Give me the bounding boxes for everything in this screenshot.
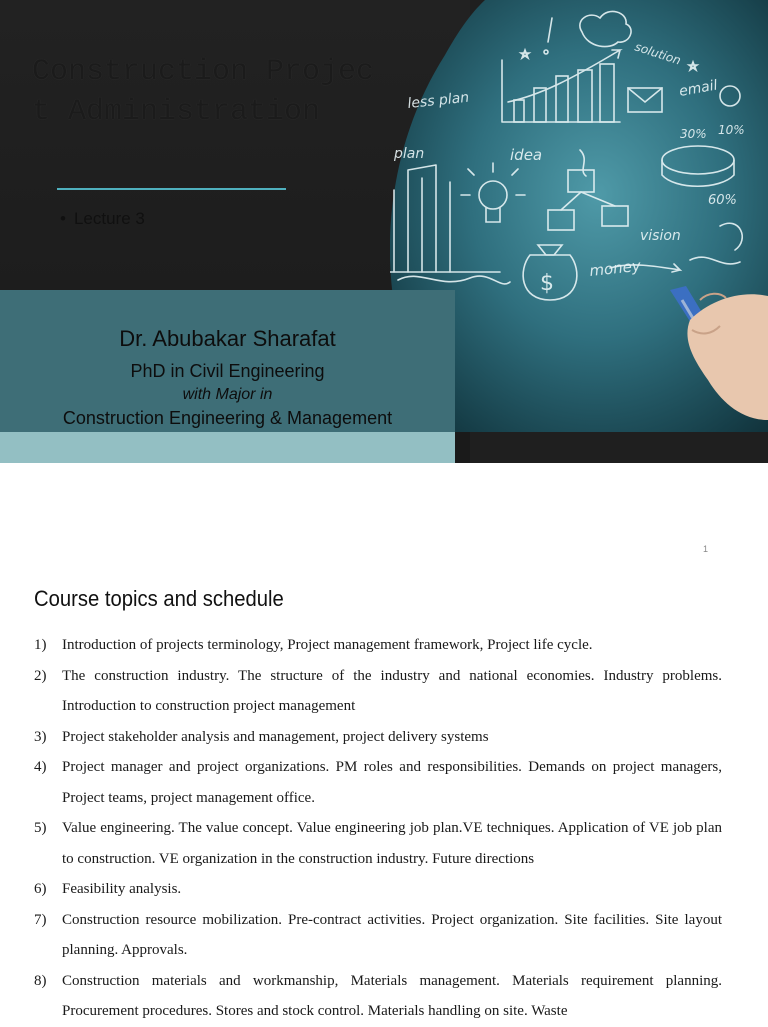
author-degree: PhD in Civil Engineering (130, 361, 325, 381)
topic-item (34, 813, 722, 874)
title-line-2: t Administration (32, 95, 321, 129)
svg-text:30%: 30% (680, 127, 707, 141)
author-specialty: Construction Engineering & Management (62, 408, 393, 428)
svg-text:vision: vision (640, 228, 681, 244)
topic-item (34, 661, 722, 722)
topic-item (34, 966, 722, 1027)
presentation-title (32, 52, 402, 132)
svg-text:less plan: less plan (406, 89, 470, 112)
topic-number: 6) (34, 881, 47, 897)
topic-text: Project manager and project organizations. PM roles and responsibilities. Demands on project managers, Project teams, project management office. (62, 759, 722, 806)
topic-item (34, 905, 722, 966)
title-underline (57, 188, 286, 190)
topic-number: 7) (34, 911, 47, 928)
author-name: Dr. Abubakar Sharafat (119, 326, 336, 351)
svg-text:60%: 60% (708, 193, 737, 208)
topic-item (34, 722, 722, 753)
author-band-footer (0, 432, 455, 463)
topic-number: 4) (34, 759, 47, 775)
lecture-label: Lecture 3 (73, 209, 145, 228)
svg-text:idea: idea (510, 146, 543, 164)
svg-text:email: email (677, 77, 719, 100)
section-heading: Course topics and schedule (34, 586, 284, 611)
topic-text: Feasibility analysis. (62, 881, 182, 897)
title-line-1: Construction Projec (32, 55, 375, 89)
topic-number: 5) (34, 820, 47, 836)
bullet-icon: • (60, 209, 66, 228)
svg-text:plan: plan (394, 146, 425, 162)
topic-text: Value engineering. The value concept. Value engineering job plan.VE techniques. Application of VE job plan to construction. VE organization in the construction industry. Future directions (62, 820, 722, 867)
page-number: 1 (703, 544, 709, 554)
topic-item (34, 752, 722, 813)
svg-text:money: money (588, 256, 642, 280)
topic-text: Construction materials and workmanship, Materials management. Materials requirement planning. Procurement procedures. Stores and stock control. Materials handling on site. Waste (62, 972, 722, 1019)
topic-text: Construction resource mobilization. Pre-contract activities. Project organization. Site facilities. Site layout planning. Approvals. (62, 911, 722, 958)
topic-text: The construction industry. The structure of the industry and national economies. Industry problems. Introduction to construction project management (62, 667, 722, 714)
svg-text:$: $ (540, 271, 554, 296)
svg-text:solution: solution (633, 39, 683, 68)
topic-text: Project stakeholder analysis and management, project delivery systems (62, 728, 489, 745)
topic-list (34, 630, 722, 1027)
lecture-bullet (60, 209, 145, 229)
topic-number: 2) (34, 667, 47, 684)
svg-text:10%: 10% (718, 123, 745, 137)
topic-number: 1) (34, 637, 47, 653)
topic-text: Introduction of projects terminology, Project management framework, Project life cycle. (62, 637, 593, 653)
topic-number: 3) (34, 728, 47, 745)
topic-item (34, 874, 722, 905)
topic-item (34, 630, 722, 661)
topic-number: 8) (34, 972, 47, 989)
title-slide (0, 0, 768, 463)
author-major-prefix: with Major in (182, 386, 273, 403)
